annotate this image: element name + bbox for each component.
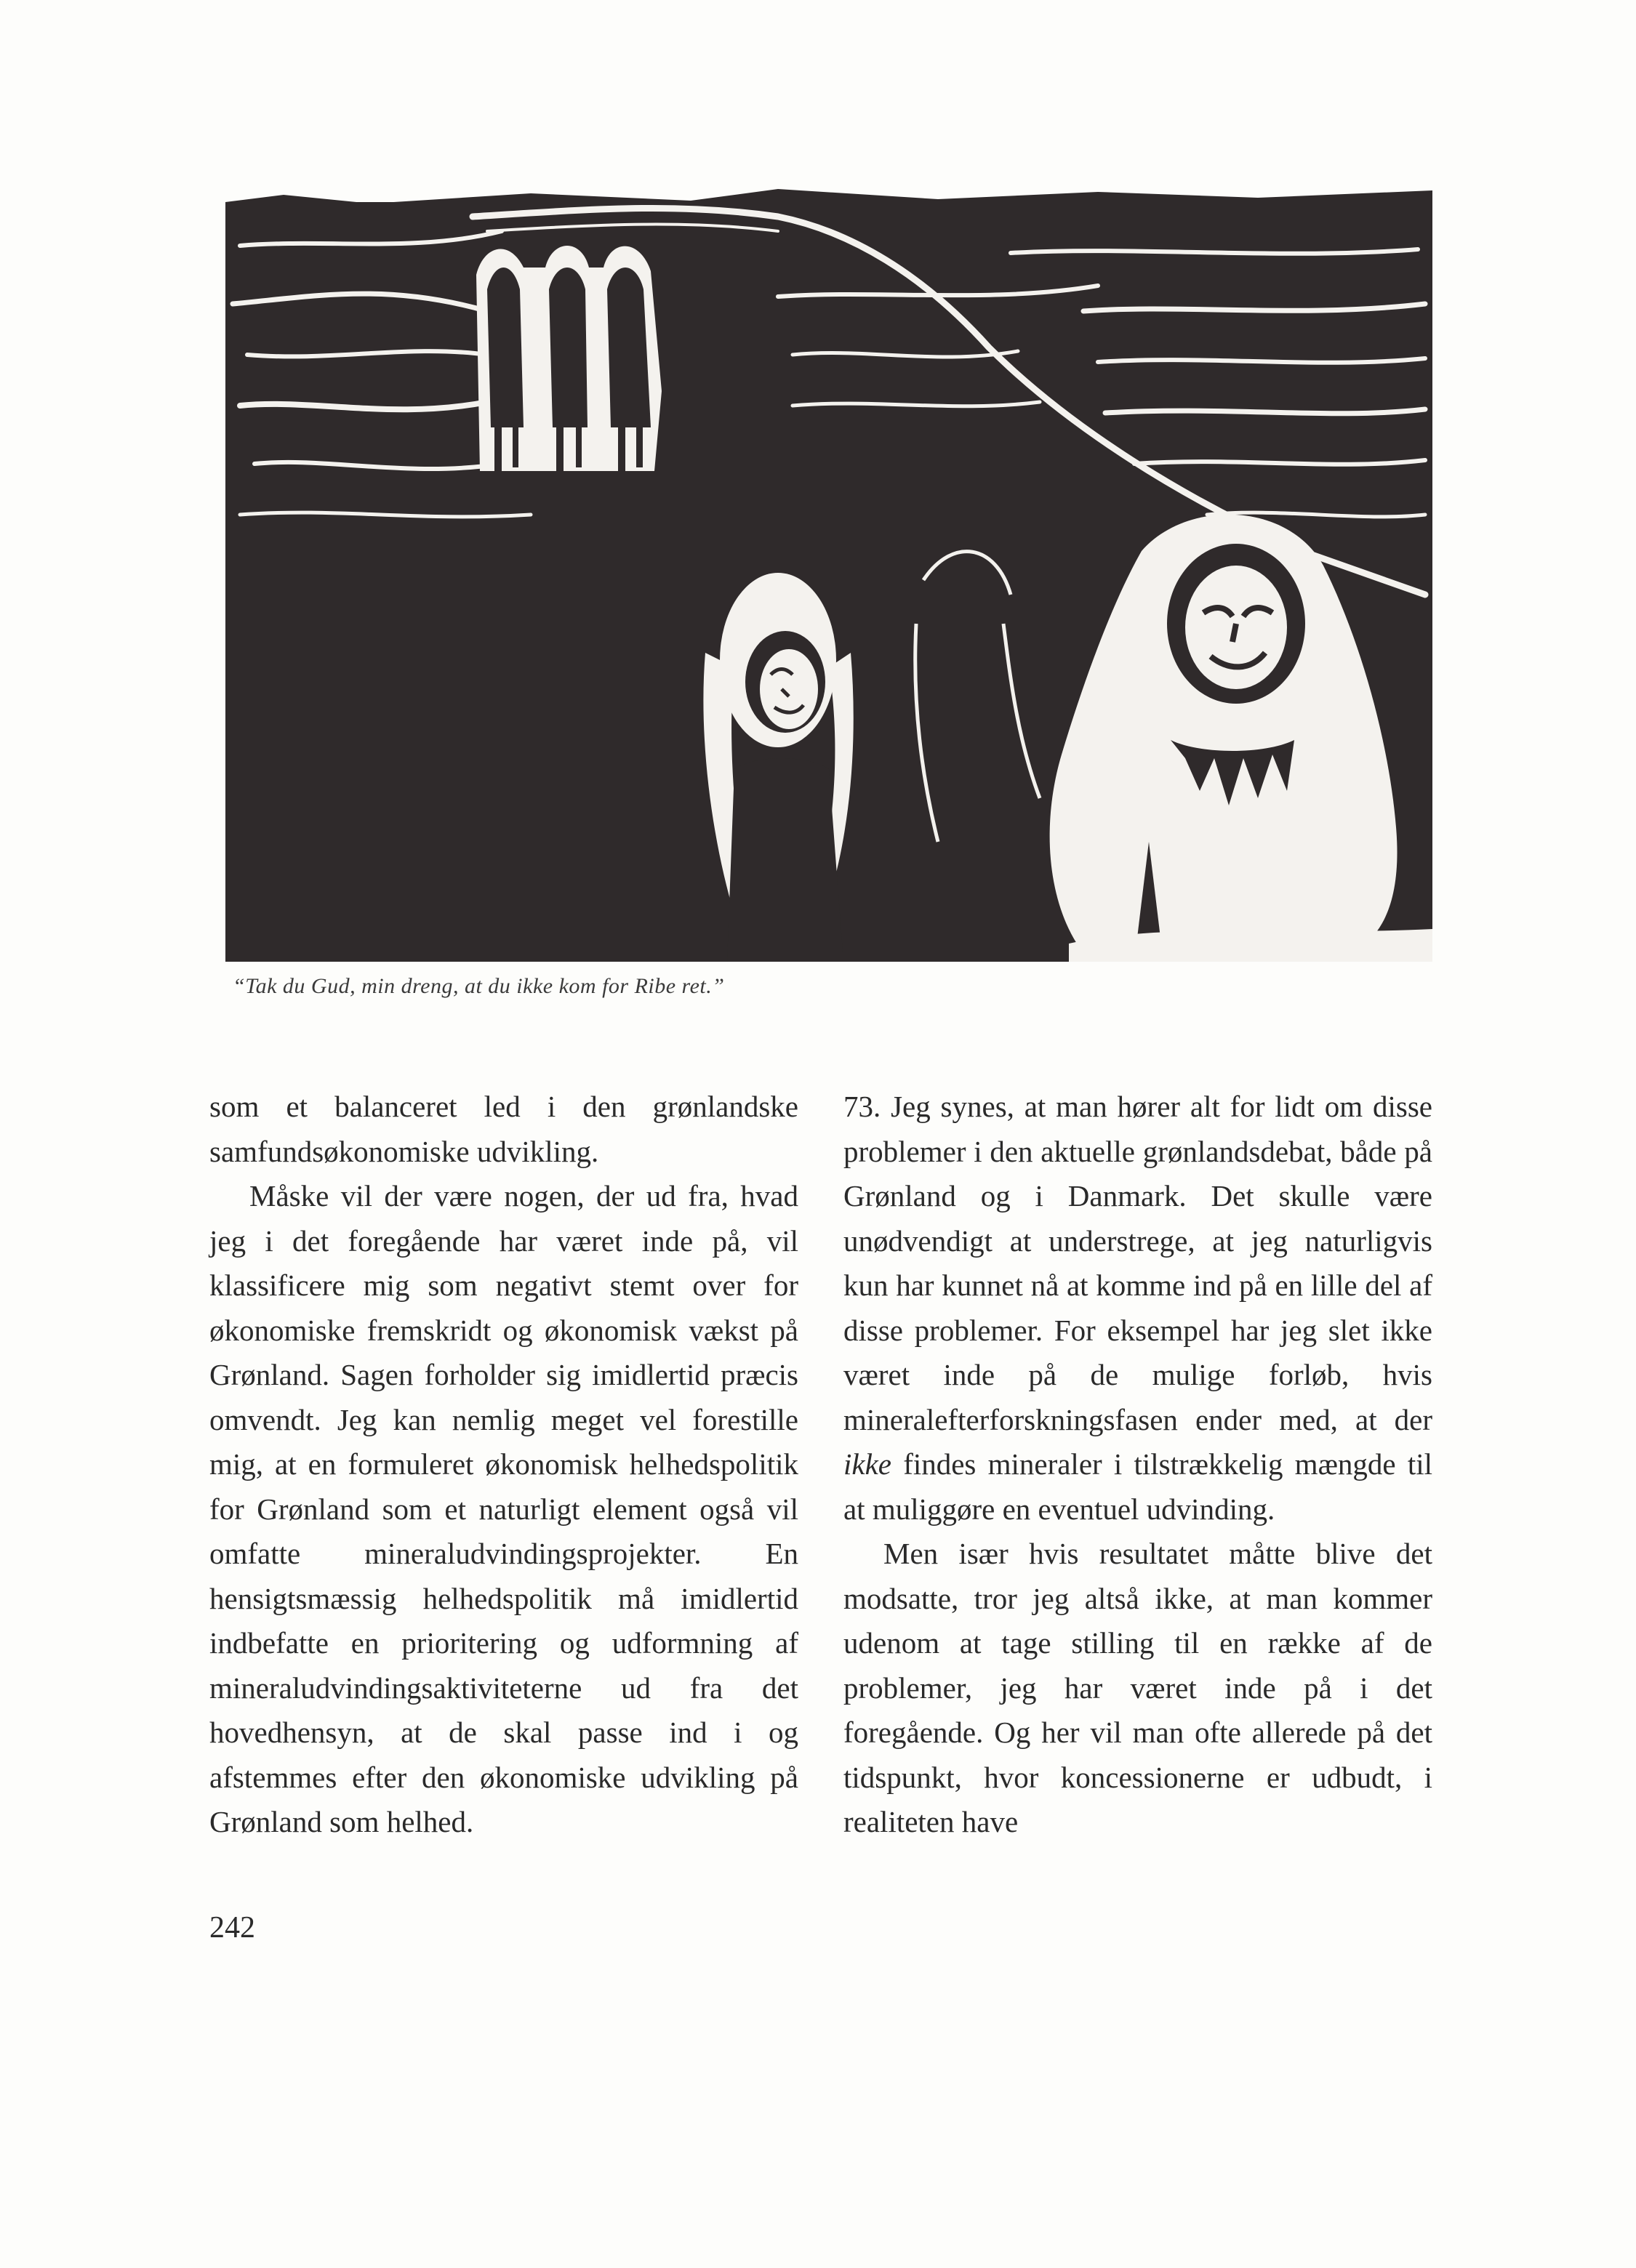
paragraph: Men især hvis resultatet måtte blive det modsatte, tror jeg altså ikke, at man kommer udenom at tage stilling til en række af de problemer, jeg har været inde på i det foregående. Og her vil man ofte allerede på det tidspunkt, hvor koncessionerne er udbudt, i realiteten have (843, 1537, 1432, 1838)
text-column-right (843, 1085, 1432, 1845)
woodcut-illustration (225, 188, 1432, 962)
paragraph (843, 1085, 1432, 1532)
emphasis: ikke (843, 1447, 891, 1481)
paragraph: som et balanceret led i den grønlandske samfundsøkonomiske udvikling. (209, 1090, 798, 1168)
page-number: 242 (209, 1911, 255, 1945)
illustration-caption: “Tak du Gud, min dreng, at du ikke kom for Ribe ret.” (233, 974, 725, 998)
paragraph-text: 73. Jeg synes, at man hører alt for lidt om disse problemer i den aktuelle grønlandsdebat, både på Grønland og i Danmark. Det skulle være unødvendigt at understrege, at jeg naturligvis kun har kunnet nå at komme ind på en lille del af disse problemer. For eksempel har jeg slet ikke været inde på de mulige forløb, hvis mineralefterforskningsfasen ender med, at der (843, 1090, 1432, 1436)
paragraph-text: findes mineraler i tilstrækkelig mængde til at muliggøre en eventuel udvinding. (843, 1447, 1432, 1526)
paragraph: Måske vil der være nogen, der ud fra, hvad jeg i det foregående har været inde på, vil klassificere mig som negativt stemt over for økonomiske fremskridt og økonomisk vækst på Grønland. Sagen forholder sig imidlertid præcis omvendt. Jeg kan nemlig meget vel forestille mig, at en formuleret økonomisk helhedspolitik for Grønland som et naturligt element også vil omfatte mineraludvindingsprojekter. En hensigtsmæssig helhedspolitik må imidlertid indbefatte en prioritering og udformning af mineraludvindingsaktiviteterne ud fra det hovedhensyn, at de skal passe ind i og afstemmes efter den økonomiske udvikling på Grønland som helhed. (209, 1179, 798, 1838)
text-column-left (209, 1085, 798, 1845)
